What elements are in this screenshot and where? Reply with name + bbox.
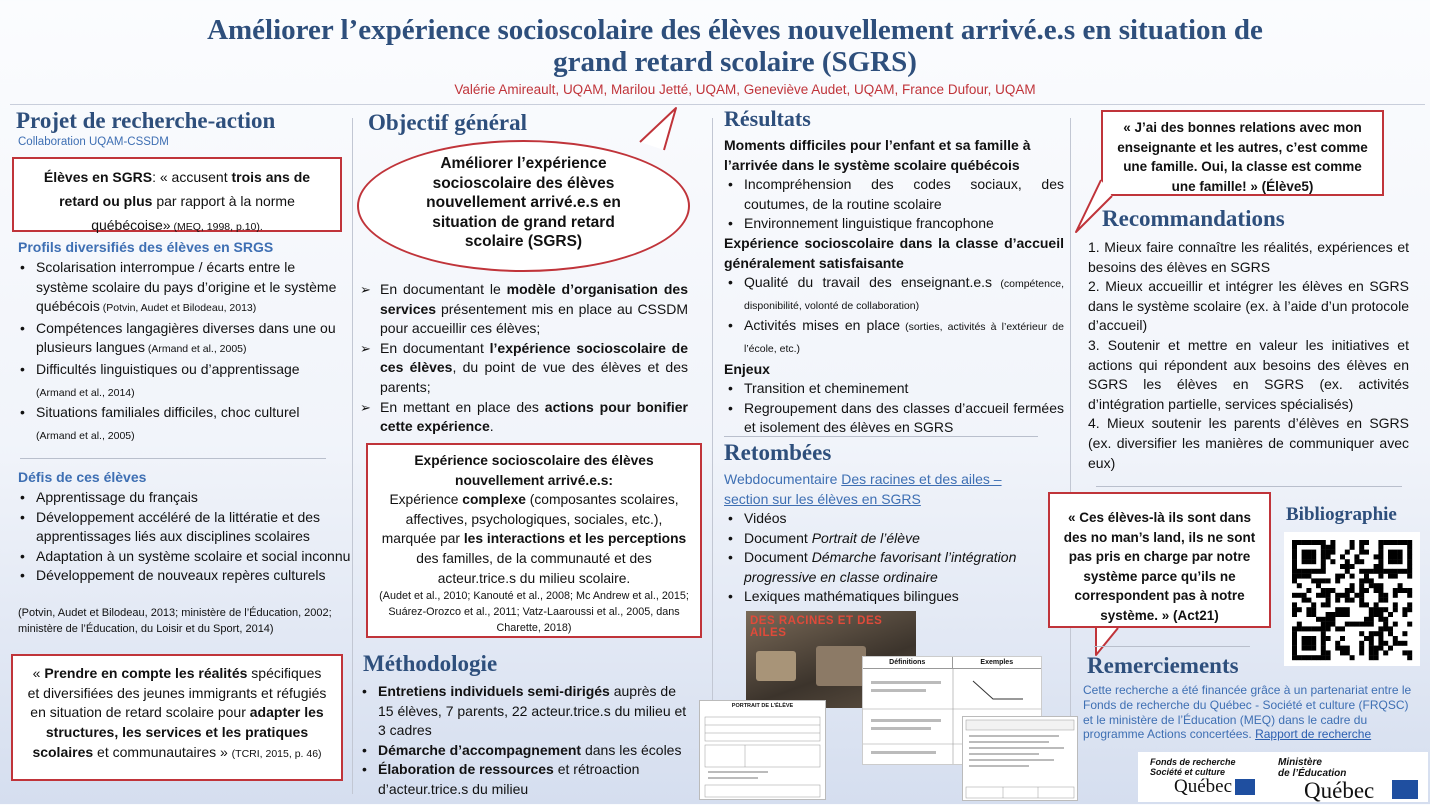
acteur-quote-box: « Ces élèves-là ils sont dans des no man’s land, ils ne sont pas pris en charge par notre système parce qu’ils ne correspondent pas à notre système. » (Act21) [1048,492,1271,628]
list-item: • Développement accéléré de la littératie et des apprentissages liés aux disciplines scolaires [16,508,352,547]
meq-logo-quebec: Québec [1304,778,1375,803]
retombees-list [724,509,1054,607]
experience-citation: (Audet et al., 2010; Kanouté et al., 2008; Mc Andrew et al., 2015; Suárez-Orozco et al., 2011; Vatz-Laaroussi et al., 2005, dans Charette, 2018) [379,590,689,635]
section-heading-resultats: Résultats [724,106,811,131]
bibliography-qr-code[interactable] [1284,532,1420,666]
profils-heading: Profils diversifiés des élèves en SRGS [18,239,274,255]
resultats-subheading: Expérience socioscolaire dans la classe d’accueil généralement satisfaisante [724,234,1064,271]
list-item: • Élaboration de ressources et rétroaction d’acteur.trice.s du milieu [358,760,688,799]
list-item: • Difficultés linguistiques ou d’apprentissage (Armand et al., 2014) [16,360,338,403]
section-heading-objectif: Objectif général [368,110,528,135]
recommandations-list [1088,238,1409,473]
thumbnail-banner: DES RACINES ET DES AILES [750,615,883,639]
definition-box [12,157,342,232]
section-heading-methodologie: Méthodologie [363,651,498,676]
list-item: • Regroupement dans des classes d’accueil fermées et isolement des élèves en SGRS [724,399,1064,438]
objectives-list [360,280,688,437]
webdoc-line: Webdocumentaire Des racines et des ailes – section sur les élèves en SGRS [724,471,1002,507]
divider [1094,646,1250,647]
resultats-subheading: Enjeux [724,360,770,377]
column-divider [712,118,713,794]
list-item: • Vidéos [724,509,1054,529]
section-heading-remerciements: Remerciements [1087,653,1239,678]
remerciements-text: Cette recherche a été financée grâce à un partenariat entre le Fonds de recherche du Québec - Société et culture (FRQSC) et le ministère de l’Éducation (MEQ) dans le cadre du programme Actions concertées. Rapport de recherche [1083,683,1412,742]
section-heading-projet: Projet de recherche-action [16,108,276,133]
defis-heading: Défis de ces élèves [18,469,147,485]
section-heading-bibliographie: Bibliographie [1286,504,1397,525]
fleurdelise-icon [1235,779,1255,795]
logos-panel [1138,752,1428,802]
document-thumbnail-title: PORTRAIT DE L’ÉLÈVE [731,703,794,709]
list-item: 4. Mieux soutenir les parents d’élèves en SGRS (ex. diversifier les manières de communiquer avec eux) [1088,415,1409,471]
lexique-col-header: Définitions [889,659,926,666]
resultats-body [724,136,1064,438]
authors: Valérie Amireault, UQAM, Marilou Jetté, UQAM, Geneviève Audet, UQAM, France Dufour, UQAM [454,82,1036,97]
title-line-1: Améliorer l’expérience socioscolaire des élèves nouvellement arrivé.e.s en situation de [207,14,1263,46]
methodologie-list [358,682,688,800]
list-item: • Scolarisation interrompue / écarts entre le système scolaire du pays d’origine et le système québécois (Potvin, Audet et Bilodeau, 2013) [16,258,338,319]
list-item: • Document Démarche favorisant l’intégration progressive en classe ordinaire [724,548,1054,587]
webdoc-link[interactable]: Des racines et des ailes – section sur les élèves en SGRS [724,471,1002,507]
tcri-quote-box: « Prendre en compte les réalités spécifiques et diversifiées des jeunes immigrants et réfugiés en situation de retard scolaire pour adapter les structures, les services et les pratiques scolaires et communautaires » (TCRI, 2015, p. 46) [11,654,343,781]
divider [20,458,326,459]
definition-citation: (MEQ, 1998, p.10). [170,221,263,233]
portrait-document-thumbnail[interactable] [699,700,826,800]
experience-title: Expérience socioscolaire des élèves nouvellement arrivé.e.s: [414,453,654,488]
qr-code-icon [1284,532,1420,666]
objective-bubble [357,140,690,272]
eleve-quote-box: « J’ai des bonnes relations avec mon enseignante et les autres, c’est comme une famille. Oui, la classe est comme une famille! » (Élève5) [1101,110,1384,196]
list-item: • Apprentissage du français [16,488,352,508]
definition-text: : « accusent [152,169,232,185]
list-item: ➢ En mettant en place des actions pour bonifier cette expérience. [360,398,688,437]
list-item: • Transition et cheminement [724,379,1064,399]
poster-title [40,14,1430,78]
defis-list [16,488,352,586]
definition-text: par rapport à la norme québécoise» [91,193,295,233]
list-item: • Entretiens individuels semi-dirigés auprès de 15 élèves, 7 parents, 22 acteur.trice.s du milieu et 3 cadres [358,682,688,741]
list-item: 3. Soutenir et mettre en valeur les initiatives et actions qui répondent aux besoins des élèves en SGRS les élèves en SGRS (ex. activités d’intégration partielle, services spécialisés) [1088,336,1409,412]
list-item: • Démarche d’accompagnement dans les écoles [358,741,688,761]
list-item: • Activités mises en place (sorties, activités à l’extérieur de l’école, etc.) [724,316,1064,359]
fleurdelise-icon [1392,780,1418,799]
list-item: • Développement de nouveaux repères culturels [16,566,352,586]
quote-arrow [0,0,1,1]
list-item: 2. Mieux accueillir et intégrer les élèves en SGRS dans le système scolaire (ex. à l’aide d’un protocole d’accueil) [1088,278,1409,334]
defis-citation: (Potvin, Audet et Bilodeau, 2013; ministère de l’Éducation, 2002; ministère de l’Éducation, du Loisir et du Sport, 2014) [18,607,332,635]
list-item: • Qualité du travail des enseignant.e.s (compétence, disponibilité, volonté de collaboration) [724,273,1064,316]
lexique-col-header: Exemples [952,657,1042,668]
list-item: 1. Mieux faire connaître les réalités, expériences et besoins des élèves en SGRS [1088,239,1409,275]
list-item: • Environnement linguistique francophone [724,214,1064,234]
demarche-document-thumbnail[interactable] [962,716,1078,801]
resultats-subheading: Moments difficiles pour l’enfant et sa famille à l’arrivée dans le système scolaire québécois [724,137,1031,173]
list-item: • Incompréhension des codes sociaux, des coutumes, de la routine scolaire [724,175,1064,214]
frqsc-logo-quebec: Québec [1174,776,1233,797]
list-item: ➢ En documentant l’expérience socioscolaire de ces élèves, du point de vue des élèves et des parents; [360,339,688,398]
rapport-link[interactable]: Rapport de recherche [1255,727,1372,742]
objective-text: Améliorer l’expérience socioscolaire des élèves nouvellement arrivé.e.s en situation de grand retard scolaire (SGRS) [426,155,621,251]
section-heading-retombees: Retombées [724,440,832,465]
header-divider [10,104,1425,105]
meq-logo: Ministère de l’Éducation [1278,757,1347,779]
divider [724,436,1038,437]
list-item: • Adaptation à un système scolaire et social inconnu [16,547,352,567]
profils-list [16,258,338,446]
list-item: • Situations familiales difficiles, choc culturel (Armand et al., 2005) [16,403,338,446]
column-divider [1070,118,1071,794]
frqsc-logo: Fonds de recherche Société et culture [1150,757,1236,777]
list-item: ➢ En documentant le modèle d’organisation des services présentement mis en place au CSSDM pour accueillir ces élèves; [360,280,688,339]
definition-emphasis: trois ans de retard ou plus [59,169,311,209]
collaboration-label: Collaboration UQAM-CSSDM [18,136,169,148]
divider [1096,486,1402,487]
experience-box: Expérience socioscolaire des élèves nouvellement arrivé.e.s: Expérience complexe (composantes scolaires, affectives, psychologiques, sociales, etc.), marquée par les interactions et les perceptions des familles, de la communauté et des acteur.trice.s du milieu scolaire. (Audet et al., 2010; Kanouté et al., 2008; Mc Andrew et al., 2015; Suárez-Orozco et al., 2011; Vatz-Laaroussi et al., 2005, dans Charette, 2018) [366,443,702,638]
column-divider [352,118,353,794]
list-item: • Lexiques mathématiques bilingues [724,587,1054,607]
list-item: • Document Portrait de l’élève [724,529,1054,549]
section-heading-recommandations: Recommandations [1102,206,1285,231]
definition-term: Élèves en SGRS [43,169,153,185]
title-line-2: grand retard scolaire (SGRS) [553,46,917,78]
list-item: • Compétences langagières diverses dans une ou plusieurs langues (Armand et al., 2005) [16,319,338,360]
